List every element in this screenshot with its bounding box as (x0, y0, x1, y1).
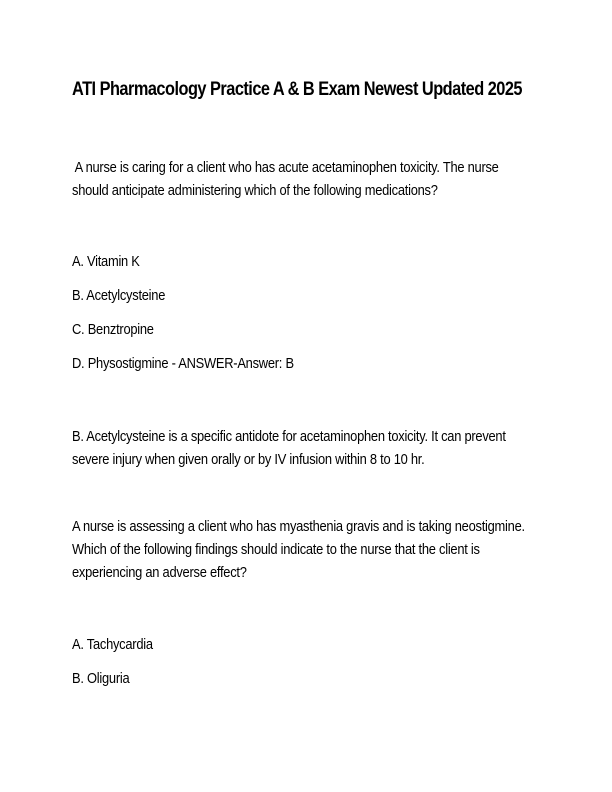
question-1-stem-line: should anticipate administering which of the following medications? (72, 182, 438, 199)
question-2-stem-line: A nurse is assessing a client who has myasthenia gravis and is taking neostigmine. (72, 518, 525, 535)
question-1-option-b: B. Acetylcysteine (72, 287, 166, 304)
question-1-option-a: A. Vitamin K (72, 253, 140, 270)
document-title: ATI Pharmacology Practice A & B Exam Newest Updated 2025 (72, 79, 522, 100)
question-2-stem-line: experiencing an adverse effect? (72, 564, 247, 581)
question-2-option-a: A. Tachycardia (72, 636, 153, 653)
question-1-option-d-answer: D. Physostigmine - ANSWER-Answer: B (72, 355, 294, 372)
question-2-stem-line: Which of the following findings should indicate to the nurse that the client is (72, 541, 480, 558)
explanation-line: B. Acetylcysteine is a specific antidote for acetaminophen toxicity. It can prevent (72, 428, 506, 445)
question-2-stem (72, 515, 525, 584)
question-1-explanation (72, 425, 506, 471)
explanation-line: severe injury when given orally or by IV infusion within 8 to 10 hr. (72, 451, 425, 468)
question-1-stem-line: A nurse is caring for a client who has acute acetaminophen toxicity. The nurse (72, 159, 499, 176)
question-1-option-c: C. Benztropine (72, 321, 154, 338)
question-2-option-b: B. Oliguria (72, 670, 130, 687)
question-1-stem (72, 156, 499, 202)
